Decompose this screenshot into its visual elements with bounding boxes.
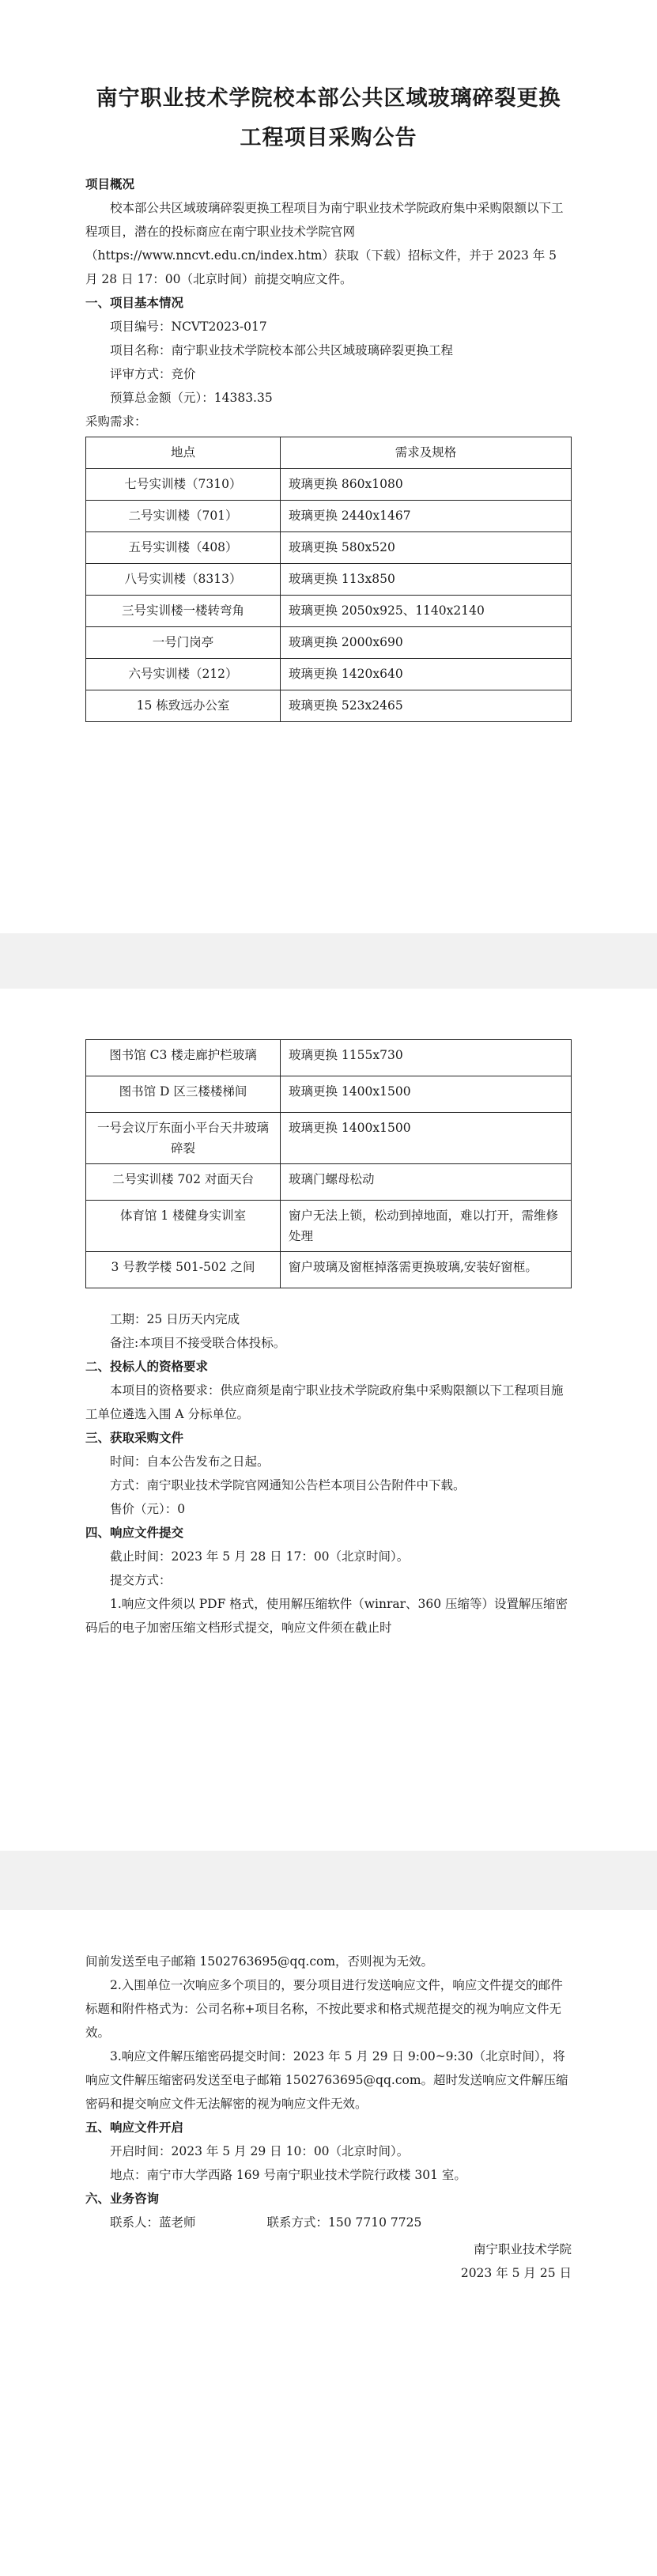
requirements-table-part-1 [85,437,572,722]
requirement-cell: 玻璃更换 1155x730 [281,1040,572,1076]
table-row [86,501,572,532]
qualification-text: 本项目的资格要求：供应商须是南宁职业技术学院政府集中采购限额以下工程项目施工单位遴选入围 A 分标单位。 [85,1383,564,1421]
location-cell: 八号实训楼（8313） [86,564,281,596]
table-row [86,1076,572,1113]
table-row [86,532,572,564]
requirement-cell: 玻璃更换 580x520 [281,532,572,564]
section4-heading: 四、响应文件提交 [85,1525,184,1540]
document-page-1 [0,0,657,933]
section1-heading: 一、项目基本情况 [85,295,184,310]
budget: 预算总金额（元）：14383.35 [110,391,273,405]
obtain-price: 售价（元）：0 [110,1502,186,1516]
obtain-time: 时间：自本公告发布之日起。 [110,1454,270,1469]
requirement-cell: 玻璃更换 2050x925、1140x2140 [281,596,572,627]
location-cell: 一号会议厅东面小平台天井玻璃碎裂 [86,1113,281,1164]
table-row [86,659,572,690]
location-cell: 图书馆 D 区三楼楼梯间 [86,1076,281,1113]
signature-org: 南宁职业技术学院 [473,2242,572,2256]
requirements-label: 采购需求： [85,414,147,429]
location-cell: 图书馆 C3 楼走廊护栏玻璃 [86,1040,281,1076]
location-cell: 二号实训楼 702 对面天台 [86,1164,281,1201]
table-row [86,564,572,596]
submit-method-label: 提交方式： [110,1573,172,1587]
table-header-row [86,437,572,469]
section5-heading: 五、响应文件开启 [85,2120,184,2135]
location-cell: 七号实训楼（7310） [86,469,281,501]
project-number: 项目编号：NCVT2023-017 [110,320,267,334]
table-row [86,1113,572,1164]
location-cell: 二号实训楼（701） [86,501,281,532]
requirement-cell: 玻璃更换 2000x690 [281,627,572,659]
location-cell: 三号实训楼一楼转弯角 [86,596,281,627]
section3-heading: 三、获取采购文件 [85,1430,184,1445]
review-method: 评审方式：竞价 [110,367,196,381]
submit-deadline: 截止时间：2023 年 5 月 28 日 17：00（北京时间）。 [110,1549,410,1564]
remark: 备注:本项目不接受联合体投标。 [110,1336,286,1350]
signature-date: 2023 年 5 月 25 日 [460,2266,572,2280]
opening-time: 开启时间：2023 年 5 月 29 日 10：00（北京时间）。 [110,2144,410,2158]
requirement-cell: 窗户无法上锁，松动到掉地面，难以打开，需维修处理 [281,1201,572,1252]
location-cell: 3 号教学楼 501-502 之间 [86,1252,281,1288]
table-row [86,596,572,627]
document-page-3 [0,1910,657,2576]
contact-line [85,2211,572,2234]
document-page-2 [0,989,657,1851]
submit-item-1-continued: 间前发送至电子邮箱 1502763695@qq.com，否则视为无效。 [85,1954,434,1969]
contact-person: 联系人：蓝老师 [110,2215,196,2230]
duration: 工期：25 日历天内完成 [110,1312,240,1326]
page-title: 南宁职业技术学院校本部公共区域玻璃碎裂更换工程项目采购公告 [96,86,561,150]
submit-item-3: 3.响应文件解压缩密码提交时间：2023 年 5 月 29 日 9:00~9:30（北京时间），将响应文件解压缩密码发送至电子邮箱 1502763695@qq.com。超时发送响应文件解压缩密码和提交响应文件无法解密的视为响应文件无效。 [85,2049,568,2111]
table-row [86,627,572,659]
requirement-cell: 玻璃更换 1400x1500 [281,1113,572,1164]
requirement-cell: 玻璃更换 2440x1467 [281,501,572,532]
contact-phone: 联系方式：150 7710 7725 [266,2215,422,2230]
submit-item-1: 1.响应文件须以 PDF 格式，使用解压缩软件（winrar、360 压缩等）设置解压缩密码后的电子加密压缩文档形式提交，响应文件须在截止时 [85,1597,568,1635]
location-cell: 六号实训楼（212） [86,659,281,690]
table-header-requirement: 需求及规格 [281,437,572,469]
submit-item-2: 2.入围单位一次响应多个项目的，要分项目进行发送响应文件，响应文件提交的邮件标题和附件格式为：公司名称+项目名称，不按此要求和格式规范提交的视为响应文件无效。 [85,1978,563,2040]
location-cell: 一号门岗亭 [86,627,281,659]
requirement-cell: 玻璃更换 113x850 [281,564,572,596]
location-cell: 体育馆 1 楼健身实训室 [86,1201,281,1252]
opening-place: 地点：南宁市大学西路 169 号南宁职业技术学院行政楼 301 室。 [110,2168,466,2182]
table-row [86,469,572,501]
table-header-location: 地点 [86,437,281,469]
requirement-cell: 玻璃更换 860x1080 [281,469,572,501]
location-cell: 五号实训楼（408） [86,532,281,564]
project-name: 项目名称：南宁职业技术学院校本部公共区域玻璃碎裂更换工程 [110,343,454,357]
obtain-method: 方式：南宁职业技术学院官网通知公告栏本项目公告附件中下载。 [110,1478,466,1492]
requirements-table-part-2 [85,1039,572,1288]
section2-heading: 二、投标人的资格要求 [85,1359,209,1374]
table-row [86,1201,572,1252]
overview-text: 校本部公共区域玻璃碎裂更换工程项目为南宁职业技术学院政府集中采购限额以下工程项目，潜在的投标商应在南宁职业技术学院官网（https://www.nncvt.edu.cn/index.htm）获取（下载）招标文件，并于 2023 年 5 月 28 日 17：00（北京时间）前提交响应文件。 [85,201,564,286]
requirement-cell: 玻璃门螺母松动 [281,1164,572,1201]
requirement-cell: 玻璃更换 523x2465 [281,690,572,722]
table-row [86,1252,572,1288]
requirement-cell: 玻璃更换 1420x640 [281,659,572,690]
location-cell: 15 栋致远办公室 [86,690,281,722]
requirement-cell: 窗户玻璃及窗框掉落需更换玻璃,安装好窗框。 [281,1252,572,1288]
table-row [86,690,572,722]
table-row [86,1164,572,1201]
requirement-cell: 玻璃更换 1400x1500 [281,1076,572,1113]
table-row [86,1040,572,1076]
overview-heading: 项目概况 [85,176,135,191]
section6-heading: 六、业务咨询 [85,2191,160,2206]
